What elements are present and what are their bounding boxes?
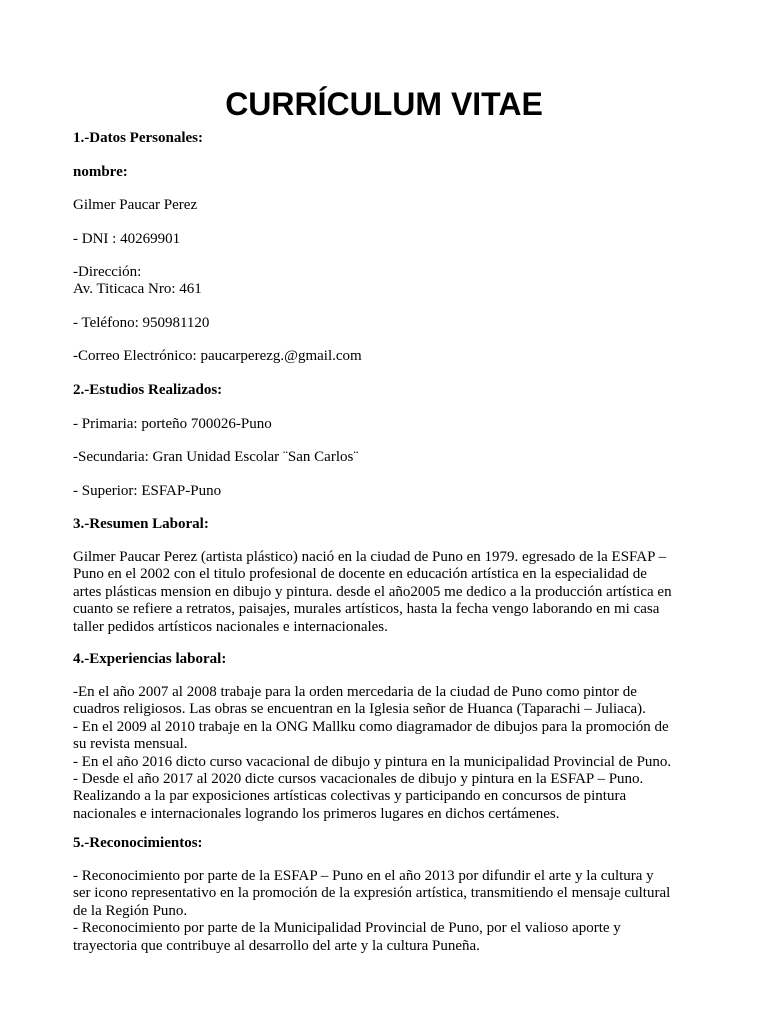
address-label: -Dirección:: [73, 264, 142, 280]
recognition-line: trayectoria que contribuye al desarrollo del arte y la cultura Puneña.: [73, 937, 480, 954]
experience-line: su revista mensual.: [73, 736, 188, 753]
dni-line: - DNI : 40269901: [73, 231, 181, 247]
experience-line: Realizando a la par exposiciones artísticas colectivas y participando en concursos de pintura: [73, 788, 627, 805]
summary-line: artes plásticas mension en dibujo y pintura. desde el año2005 me dedico a la producción artística en: [73, 583, 672, 600]
recognition-line: ser icono representativo en la promoción de la expresión artística, transmitiendo el mensaje cultural: [73, 885, 671, 902]
document-title: CURRÍCULUM VITAE: [225, 86, 543, 122]
summary-line: taller pedidos artísticos nacionales e internacionales.: [73, 618, 388, 635]
person-name: Gilmer Paucar Perez: [73, 197, 198, 213]
experience-line: - En el 2009 al 2010 trabaje en la ONG Mallku como diagramador de dibujos para la promoción de: [73, 718, 669, 735]
summary-line: Gilmer Paucar Perez (artista plástico) nació en la ciudad de Puno en 1979. egresado de la ESFAP –: [73, 549, 667, 565]
studies-heading: 2.-Estudios Realizados:: [73, 382, 223, 398]
superior-school-line: - Superior: ESFAP-Puno: [73, 483, 222, 499]
summary-paragraph: [73, 549, 698, 636]
recognitions-paragraph: [73, 868, 698, 955]
summary-heading: 3.-Resumen Laboral:: [73, 516, 209, 532]
summary-line: Puno en el 2002 con el titulo profesional de docente en educación artística en la especialidad de: [73, 566, 647, 583]
experience-line: -En el año 2007 al 2008 trabaje para la orden mercedaria de la ciudad de Puno como pintor de: [73, 684, 637, 700]
summary-line: cuanto se refiere a retratos, paisajes, murales artísticos, hasta la fecha vengo laborando en mi casa: [73, 601, 660, 618]
personal-data-heading: 1.-Datos Personales:: [73, 130, 203, 146]
experience-line: - En el año 2016 dicto curso vacacional de dibujo y pintura en la municipalidad Provincial de Puno.: [73, 753, 672, 770]
email-line: -Correo Electrónico: paucarperezg.@gmail.com: [73, 348, 362, 364]
experience-line: nacionales e internacionales logrando los primeros lugares en dichos certámenes.: [73, 805, 560, 822]
recognition-line: - Reconocimiento por parte de la Municipalidad Provincial de Puno, por el valioso aporte y: [73, 920, 621, 937]
experience-line: - Desde el año 2017 al 2020 dicte cursos vacacionales de dibujo y pintura en la ESFAP – Puno.: [73, 771, 644, 788]
experience-line: cuadros religiosos. Las obras se encuentran en la Iglesia señor de Huanca (Taparachi – Juliaca).: [73, 701, 646, 718]
address-line: Av. Titicaca Nro: 461: [73, 281, 202, 297]
secondary-school-line: -Secundaria: Gran Unidad Escolar ¨San Carlos¨: [73, 449, 359, 465]
experience-heading: 4.-Experiencias laboral:: [73, 651, 227, 667]
name-label: nombre:: [73, 164, 128, 180]
experience-paragraph: [73, 684, 698, 823]
recognition-line: - Reconocimiento por parte de la ESFAP – Puno en el año 2013 por difundir el arte y la cultura y: [73, 868, 654, 884]
recognition-line: de la Región Puno.: [73, 902, 188, 919]
phone-line: - Teléfono: 950981120: [73, 315, 210, 331]
recognitions-heading: 5.-Reconocimientos:: [73, 835, 203, 851]
primary-school-line: - Primaria: porteño 700026-Puno: [73, 416, 272, 432]
